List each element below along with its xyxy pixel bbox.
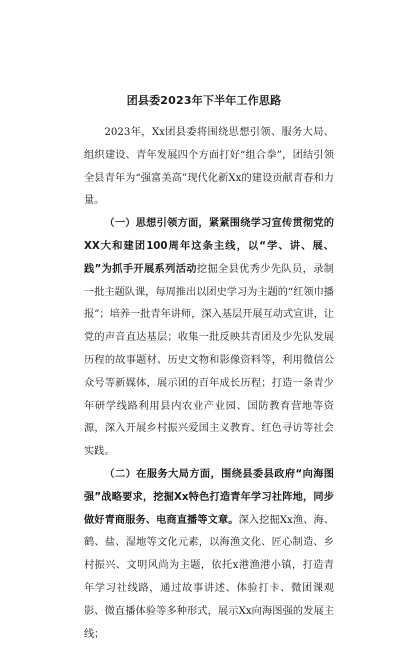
- paragraph-intro: [84, 122, 334, 213]
- document-title: 团县委2023年下半年工作思路: [126, 94, 282, 107]
- section-2-text: 深入挖掘Xx渔、海、鹤、盐、湿地等文化元素，以海渔文化、匠心制造、乡村振兴、文明风尚为主题，依托x港渔港小镇，打造青年学习社线路，通过故事讲述、体验打卡、微团课观影、微直播体验等多种形式，展示Xx向海图强的发展主线；: [84, 514, 335, 640]
- paragraph-section-1: [84, 213, 334, 464]
- paragraph-section-2: [84, 464, 334, 646]
- section-1-heading: （一）思想引领方面，紧紧围绕学习宣传贯彻党的XX大和建团100周年这条主线，以“学、讲、展、践”为抓手开展系列活动: [84, 218, 334, 275]
- document-body: [84, 122, 334, 646]
- section-1-text: 挖掘全县优秀少先队员，录制一批主题队课，每周推出以团史学习为主题的“红领巾播报”；培养一批青年讲师，深入基层开展互动式宣讲，让党的声音直达基层；收集一批反映共青团及少先队发展历程的故事题材、历史文物和影像资料等，利用微信公众号等新媒体，展示团的百年成长历程；打造一条青少年研学线路利用县内农业产业园、国防教育营地等资源，深入开展乡村振兴爱国主义教育、红色寻访等社会实践。: [84, 263, 334, 458]
- section-2-heading: （二）在服务大局方面，围绕县委县政府“向海图强”战略要求，挖掘Xx特色打造青年学习社阵地，同步做好青商服务、电商直播等文章。: [84, 468, 334, 526]
- paragraph-text: 2023年，Xx团县委将围绕思想引领、服务大局、组织建设、青年发展四个方面打好“组合拳”，团结引领全县青年为“强富美高”现代化新Xx的建设贡献青春和力量。: [84, 127, 334, 207]
